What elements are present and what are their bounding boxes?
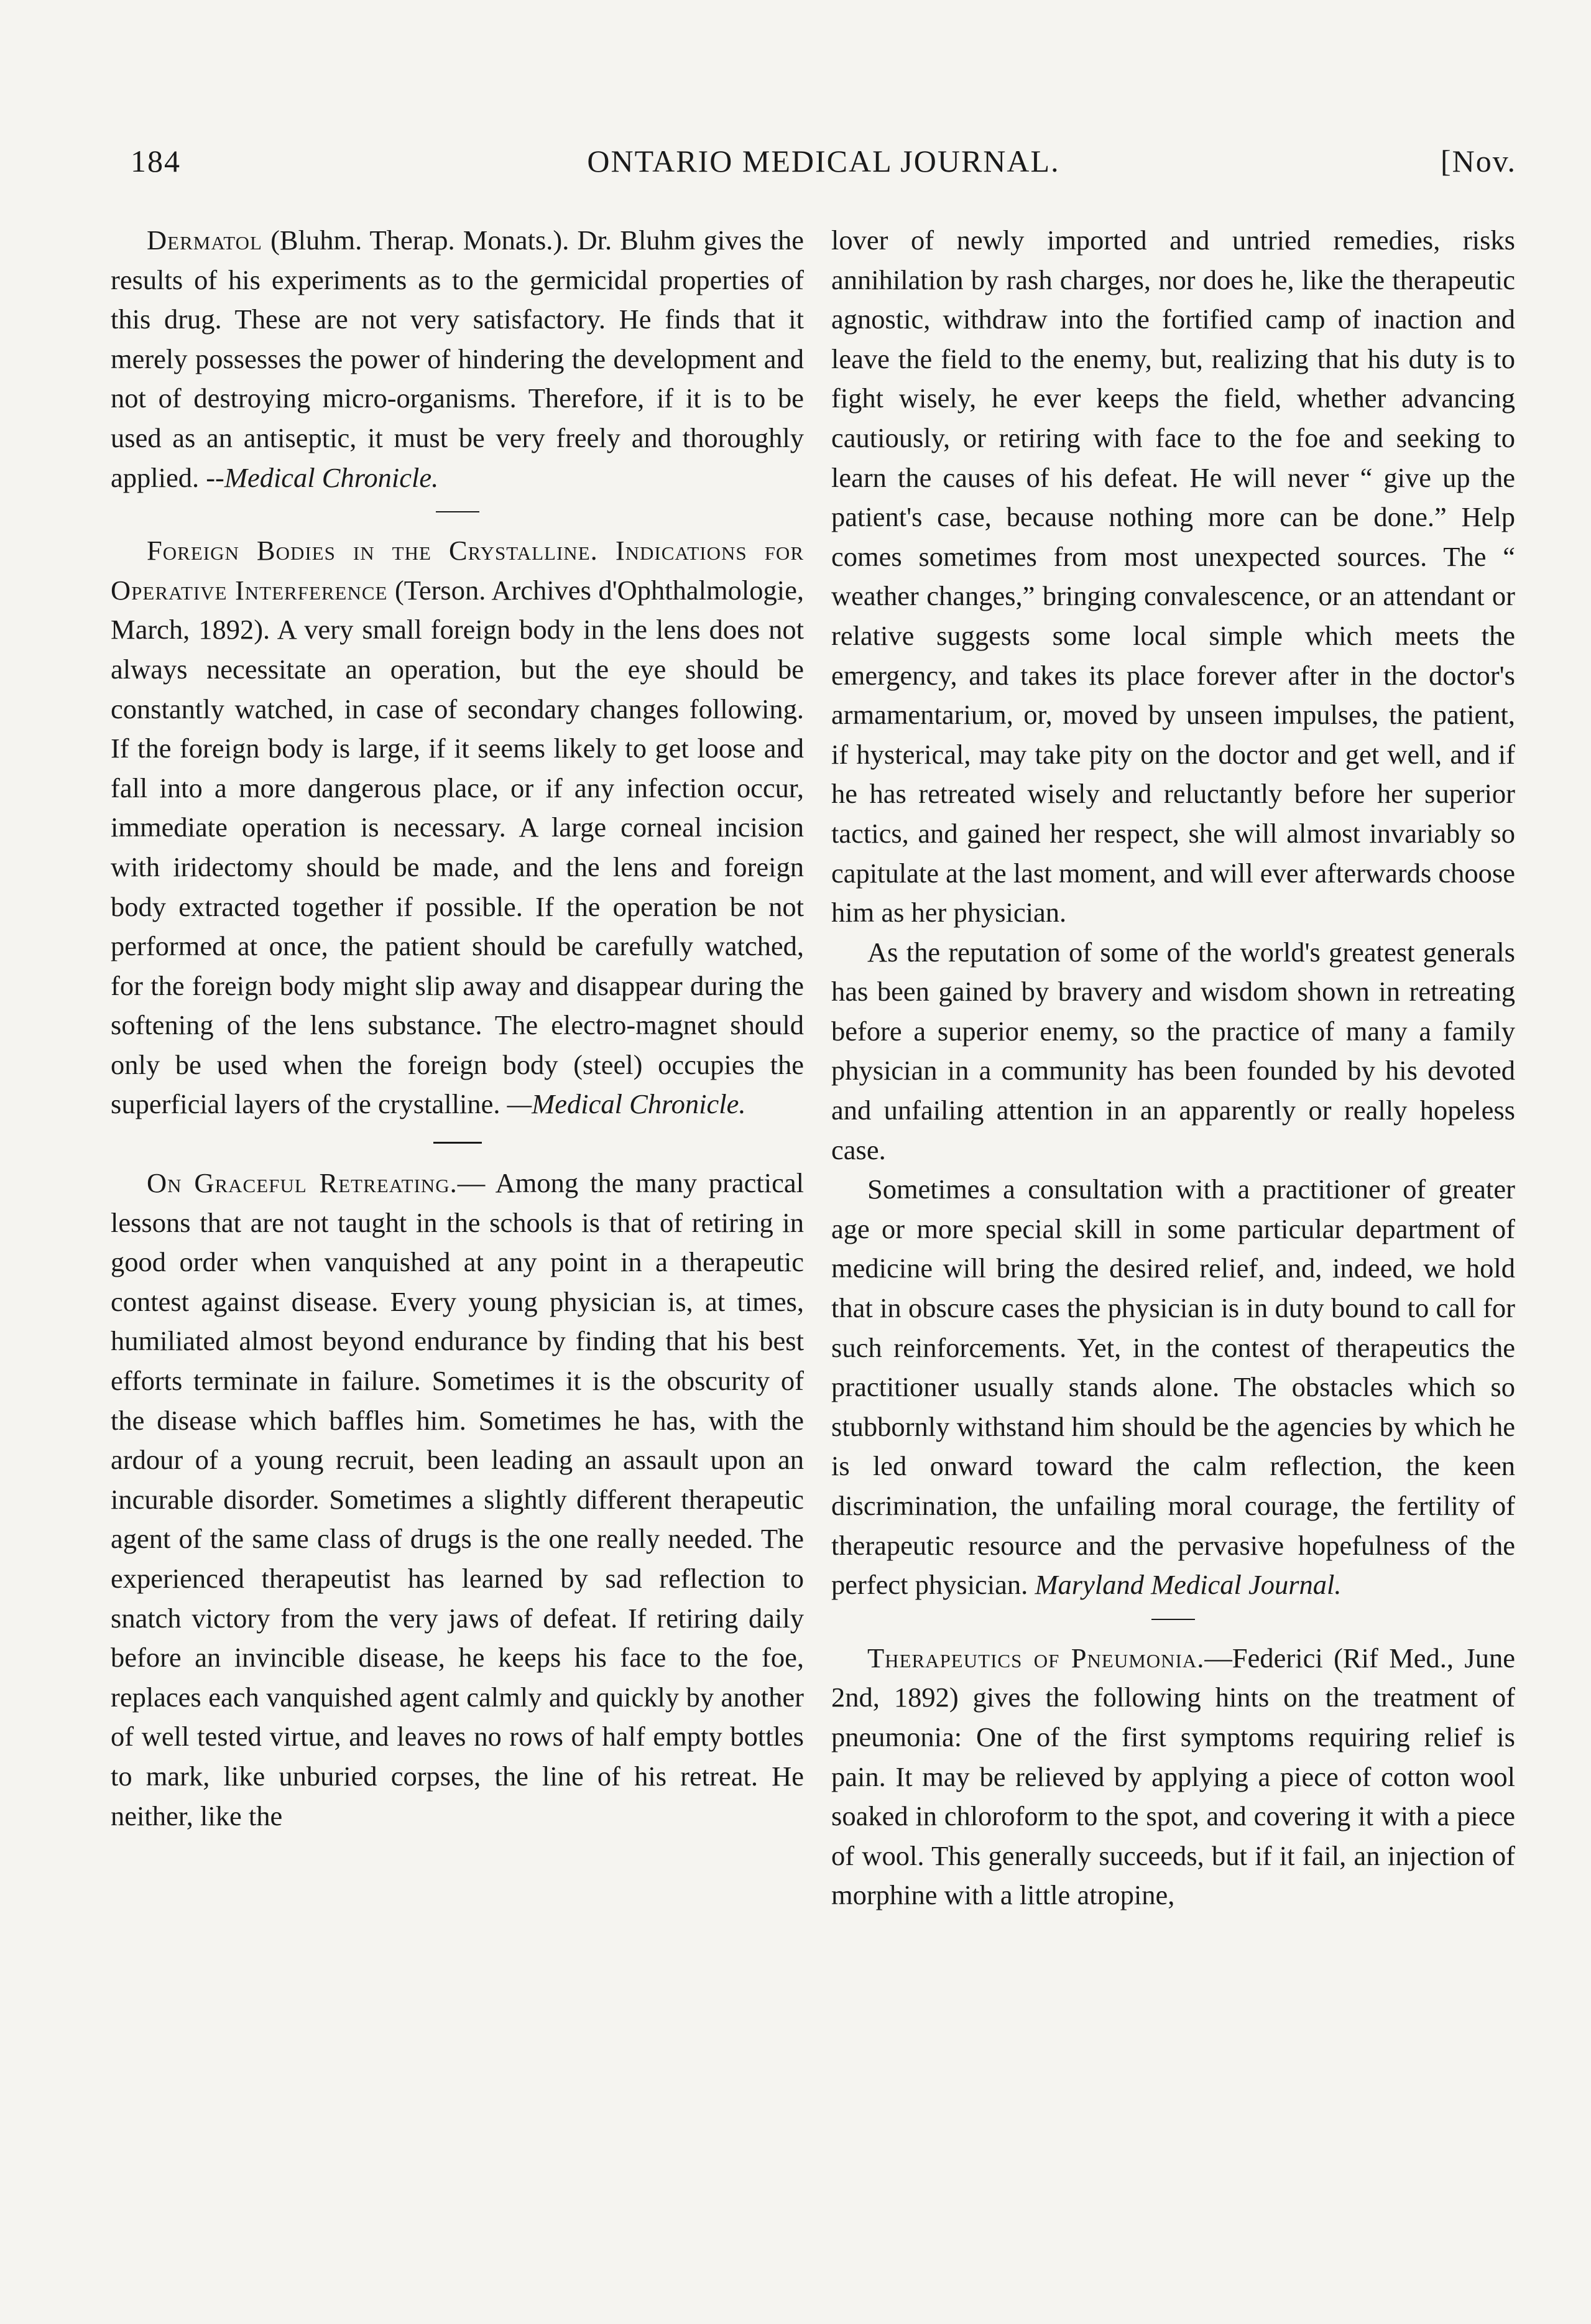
article-body: A very small foreign body in the lens does not always necessitate an operation, but the eye should be constantly watched, in case of secondary changes following. If the foreign body is large, if it seems likely to get loose and fall into a more dangerous place, or if any infection occur, immediate operation is necessary. A large corneal incision with iridectomy should be made, and the lens and foreign body extracted together if possible. If the operation be not performed at once, the patient should be carefully watched, for the foreign body might slip away and disappear during the softening of the lens substance. The electro-magnet should only be used when the foreign body (steel) occupies the superficial layers of the crystalline. — [111, 614, 804, 1120]
article-heading: On Graceful Retreating. — [147, 1167, 458, 1199]
article-pneumonia — [831, 1639, 1515, 1915]
article-body: — Among the many practical lessons that are not taught in the schools is that of retiring in good order when vanquished at any point in a therapeutic contest against disease. Every young physician is, at times, humiliated almost beyond endurance by finding that his best efforts terminate in failure. Sometimes it is the obscurity of the disease which baffles him. Sometimes he has, with the ardour of a young recruit, been leading an assault upon an incurable disorder. Sometimes a slightly different therapeutic agent of the same class of drugs is the one really needed. The experienced therapeutist has learned by sad reflection to snatch victory from the very jaws of defeat. If retiring daily before an invincible disease, he keeps his face to the foe, replaces each vanquished agent calmly and quickly by another of well tested virtue, and leaves no rows of half empty bottles to mark, like unburied corpses, the line of his retreat. He neither, like the — [111, 1167, 804, 1831]
article-foreign-bodies — [111, 531, 804, 1124]
article-citation: —Medical Chronicle. — [507, 1088, 746, 1120]
issue-month: [Nov. — [1440, 144, 1516, 178]
journal-title: ONTARIO MEDICAL JOURNAL. — [587, 144, 1060, 178]
article-heading: Dermatol — [147, 225, 262, 256]
paragraph-body: Sometimes a consultation with a practitioner of greater age or more special skill in some particular department of medicine will bring the desired relief, and, indeed, we hold that in obscure cases the physician is in duty bound to call for such reinforcements. Yet, in the contest of therapeutics the practitioner usually stands alone. The obstacles which so stubbornly withstand him should be the agencies by which he is led onward toward the calm reflection, the keen discrimination, the unfailing moral courage, the fertility of therapeutic resource and the pervasive hopefulness of the perfect physician. — [831, 1174, 1515, 1601]
article-heading: Therapeutics of Pneumonia. — [867, 1642, 1205, 1674]
article-body: —Federici (Rif Med., June 2nd, 1892) gives the following hints on the treatment of pneumonia: One of the first symptoms requiring relief is pain. It may be relieved by applying a piece of cotton wool soaked in chloroform to the spot, and covering it with a piece of wool. This generally succeeds, but if it fail, an injection of morphine with a little atropine, — [831, 1642, 1515, 1911]
article-graceful-retreating — [111, 1164, 804, 1836]
article-source: (Bluhm. Therap. Monats.). — [270, 225, 570, 256]
article-citation: --Medical Chronicle. — [206, 461, 439, 493]
article-heading: Foreign Bodies in the Crystalline. Indications for Operative Interference — [111, 535, 804, 606]
article-body: Dr. Bluhm gives the results of his experiments as to the germicidal properties of this drug. These are not very satisfactory. He finds that it merely possesses the power of hindering the development and not of destroying micro-organisms. Therefore, if it is to be used as an antiseptic, it must be very freely and thoroughly applied. — [111, 225, 804, 493]
page-number: 184 — [131, 144, 181, 178]
article-source: (Terson. Archives d'Ophthalmologie, March, 1892). — [111, 574, 804, 646]
paragraph-continuation: lover of newly imported and untried remedies, risks annihilation by rash charges, nor does he, like the therapeutic agnostic, withdraw into the fortified camp of inaction and leave the field to the enemy, but, realizing that his duty is to fight wisely, he ever keeps the field, whether advancing cautiously, or retiring with face to the foe and seeking to learn the causes of his defeat. He will never “ give up the patient's case, because nothing more can be done.” Help comes sometimes from most unexpected sources. The “ weather changes,” bringing convalescence, or an attendant or relative suggests some local simple which meets the emergency, and takes its place forever after in the doctor's armamentarium, or, moved by unseen impulses, the patient, if hysterical, may take pity on the doctor and get well, and if he has retreated wisely and reluctantly before her superior tactics, and gained her respect, she will almost invariably so capitulate at the last moment, and will ever afterwards choose him as her physician. — [831, 225, 1515, 928]
left-column — [111, 221, 804, 1836]
right-column — [831, 221, 1515, 1915]
section-divider — [433, 1142, 482, 1144]
paragraph-reputation: As the reputation of some of the world's greatest generals has been gained by bravery and wisdom shown in retreating before a superior enemy, so the practice of many a family physician in a community has been founded by his devoted and unfailing attention in an apparently or really hopeless case. — [831, 936, 1515, 1165]
paragraph-consultation — [831, 1170, 1515, 1605]
section-divider — [436, 511, 479, 512]
article-citation: Maryland Medical Journal. — [1035, 1569, 1342, 1601]
running-header — [131, 143, 1516, 199]
section-divider — [1151, 1619, 1195, 1620]
article-dermatol — [111, 221, 804, 498]
